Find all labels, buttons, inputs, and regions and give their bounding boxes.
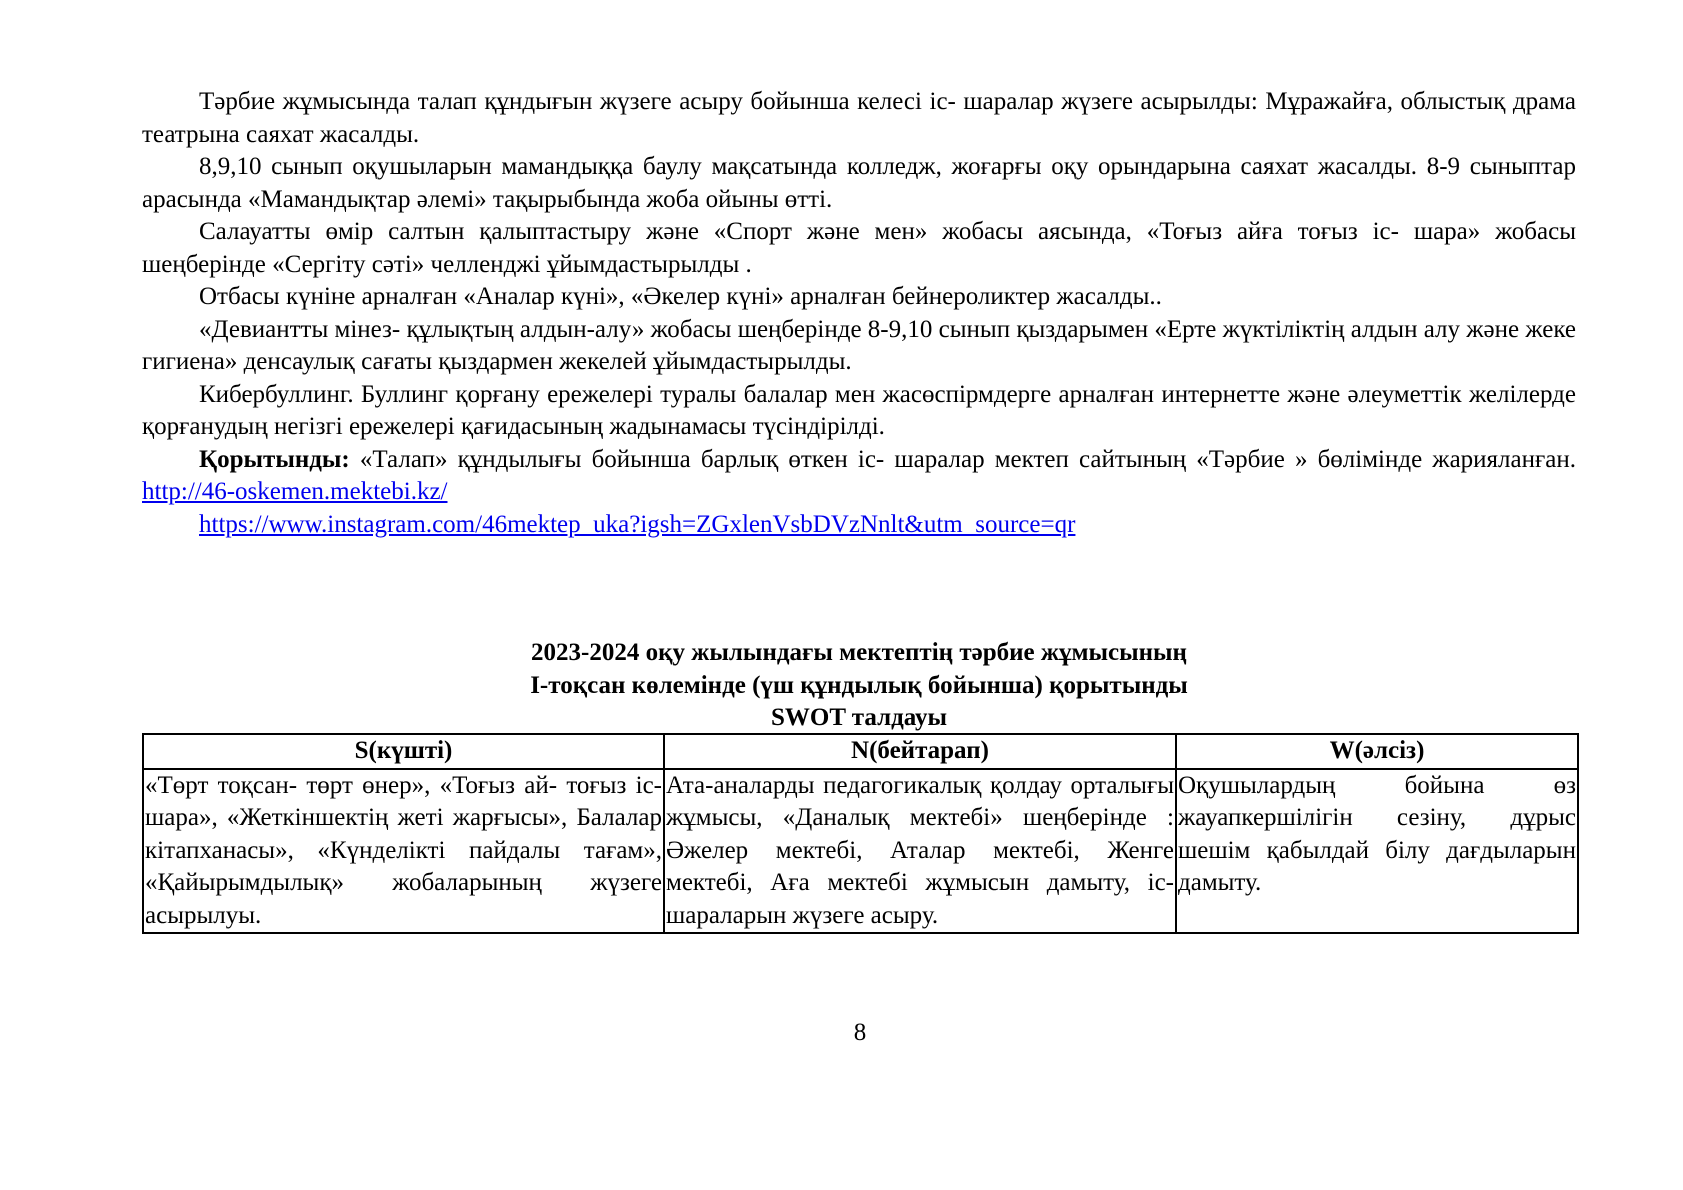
- heading-line-1: 2023-2024 оқу жылындағы мектептің тәрбие жұмысының: [531, 639, 1187, 666]
- paragraph-conclusion: [142, 444, 1576, 509]
- header-strengths: S(күшті): [143, 734, 664, 769]
- paragraph-career-guidance: 8,9,10 сынып оқушыларын мамандыққа баулу мақсатында колледж, жоғарғы оқу орындарына саяхат жасалды. 8-9 сыныптар арасында «Мамандықтар әлемі» тақырыбында жоба ойыны өтті.: [142, 153, 1576, 213]
- swot-heading: [142, 637, 1576, 735]
- cell-strengths: «Төрт тоқсан- төрт өнер», «Тоғыз ай- тоғыз іс- шара», «Жеткіншектің жеті жарғысы», Балалар кітапханасы», «Күнделікті пайдалы тағам», «Қайырымдылық» жобаларының жүзеге асырылуы.: [143, 769, 664, 934]
- paragraph-cyberbullying: Кибербуллинг. Буллинг қорғану ережелері туралы балалар мен жасөспірмдерге арналған интернетте және әлеуметтік желілерде қорғанудың негізгі ережелері қағидасының жадынамасы түсіндірілді.: [142, 380, 1576, 440]
- paragraph-family-day: Отбасы күніне арналған «Аналар күні», «Әкелер күні» арналған бейнероликтер жасалды..: [199, 283, 1162, 310]
- conclusion-text: «Талап» құндылығы бойынша барлық өткен іс- шаралар мектеп сайтының «Тәрбие » бөлімінде жарияланған.: [349, 445, 1576, 473]
- paragraph-talap-value: Тәрбие жұмысында талап құндығын жүзеге асыру бойынша келесі іс- шаралар жүзеге асырылды: Мұражайға, облыстық драма театрына саяхат жасалды.: [142, 88, 1576, 148]
- heading-line-3: SWOT талдауы: [770, 704, 948, 731]
- paragraph-deviant-behavior: «Девиантты мінез- құлықтың алдын-алу» жобасы шеңберінде 8-9,10 сынып қыздарымен «Ерте жүктіліктің алдын алу және жеке гигиена» денсаулық сағаты қыздармен жекелей ұйымдастырылды.: [142, 315, 1577, 375]
- instagram-link[interactable]: https://www.instagram.com/46mektep_uka?igsh=ZGxlenVsbDVzNnlt&utm_source=qr: [199, 510, 1076, 538]
- heading-line-2: І-тоқсан көлемінде (үш құндылық бойынша) қорытынды: [530, 671, 1188, 699]
- swot-table: [142, 733, 1579, 934]
- report-body: [142, 86, 1576, 541]
- school-website-link[interactable]: http://46-oskemen.mektebi.kz/: [142, 478, 448, 505]
- instagram-link-line: [142, 509, 1576, 542]
- page-number: 8: [853, 1019, 867, 1046]
- table-header-row: [143, 734, 1578, 769]
- paragraph-healthy-lifestyle: Салауатты өмір салтын қалыптастыру және «Спорт және мен» жобасы аясында, «Тоғыз айға тоғыз іс- шара» жобасы шеңберінде «Сергіту сәті» челленджі ұйымдастырылды .: [142, 218, 1576, 278]
- conclusion-label: Қорытынды:: [199, 445, 350, 473]
- header-weaknesses: W(әлсіз): [1176, 734, 1578, 769]
- table-row: [143, 769, 1578, 934]
- cell-weaknesses: Оқушылардың бойына өз жауапкершілігін сезіну, дұрыс шешім қабылдай білу дағдыларын дамыту.: [1176, 769, 1578, 934]
- header-neutral: N(бейтарап): [664, 734, 1176, 769]
- cell-neutral: Ата-аналарды педагогикалық қолдау орталығы жұмысы, «Даналық мектебі» шеңберінде : Әжелер мектебі, Аталар мектебі, Женге мектебі, Аға мектебі жұмысын дамыту, іс- шараларын жүзеге асыру.: [664, 769, 1176, 934]
